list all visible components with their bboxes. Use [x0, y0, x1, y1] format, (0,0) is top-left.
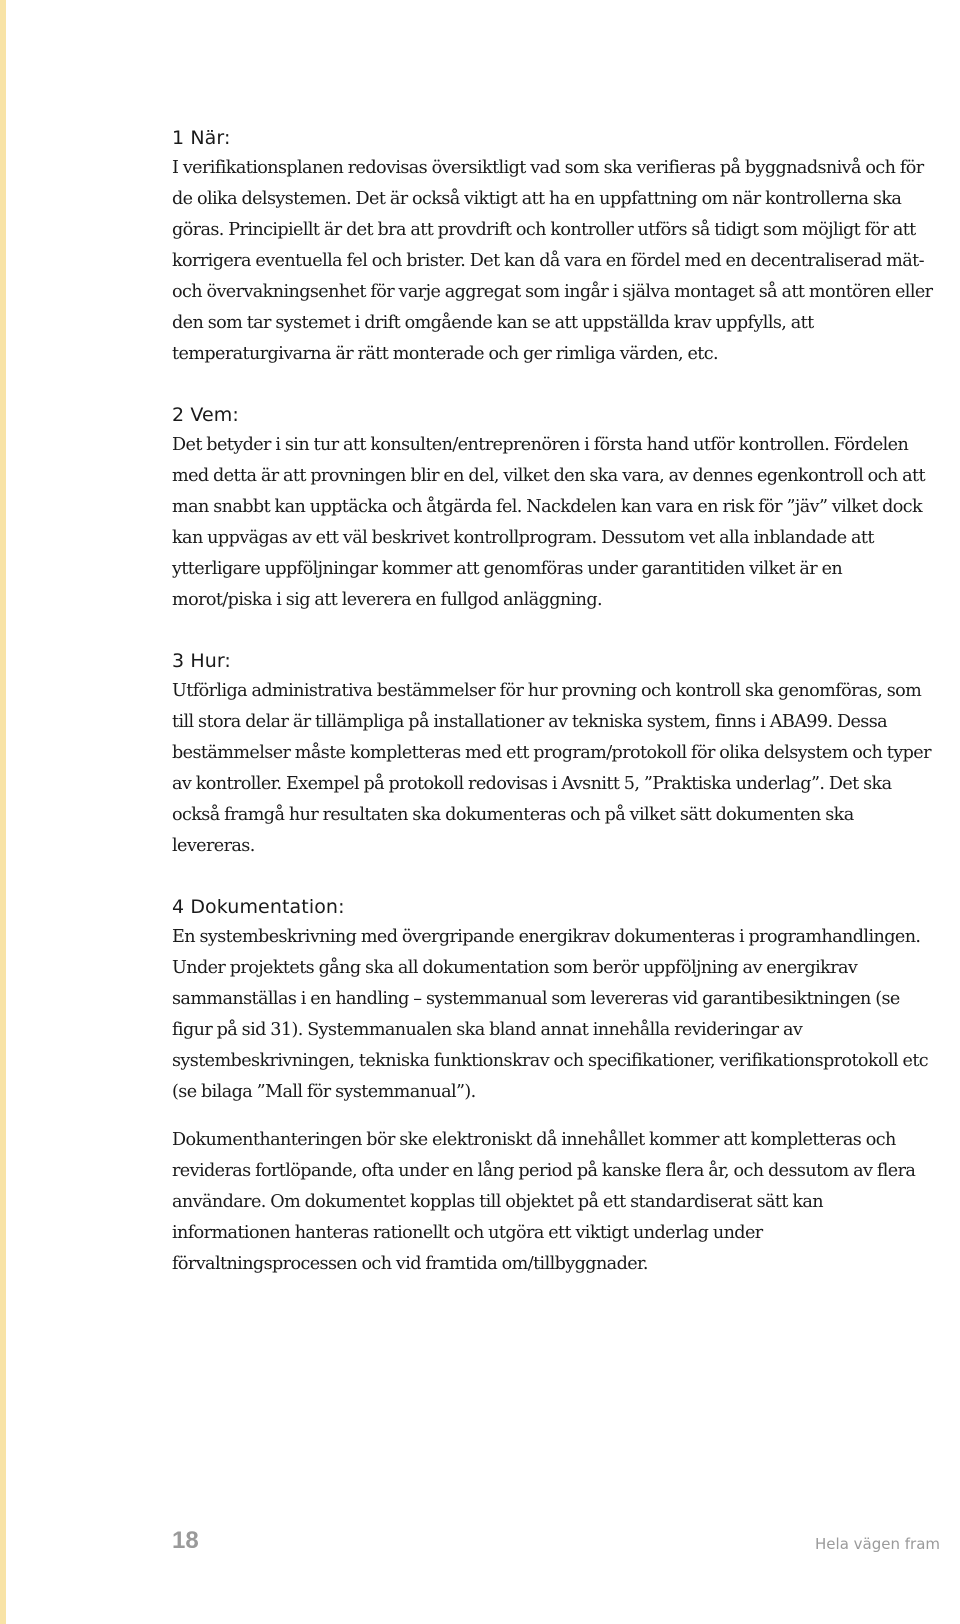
section-heading: 4 Dokumentation: [172, 896, 345, 918]
section-paragraph: I verifikationsplanen redovisas översiktligt vad som ska verifieras på byggnadsnivå och för de olika delsystemen. Det är också viktigt att ha en uppfattning om när kontrollerna ska göras. Principiellt är det bra att provdrift och kontroller utförs så tidigt som möjligt för att korrigera eventuella fel och brister. Det kan då vara en fördel med en decentraliserad mät- och övervakningsenhet för varje aggregat som ingår i själva montaget så att montören eller den som tar systemet i drift omgående kan se att uppställda krav uppfylls, att temperaturgivarna är rätt monterade och ger rimliga värden, etc. [172, 158, 933, 364]
section-nar [172, 123, 940, 370]
section-paragraph: Utförliga administrativa bestämmelser för hur provning och kontroll ska genomföras, som till stora delar är tillämpliga på installationer av tekniska system, finns i ABA99. Dessa bestämmelser måste kompletteras med ett program/protokoll för olika delsystem och typer av kontroller. Exempel på protokoll redovisas i Avsnitt 5, ”Praktiska underlag”. Det ska också framgå hur resultaten ska dokumenteras och på vilket sätt dokumenten ska levereras. [172, 681, 931, 856]
page-content [172, 123, 940, 1280]
section-paragraph: Det betyder i sin tur att konsulten/entreprenören i första hand utför kontrollen. Fördelen med detta är att provningen blir en del, vilket den ska vara, av dennes egenkontroll och att man snabbt kan upptäcka och åtgärda fel. Nackdelen kan vara en risk för ”jäv” vilket dock kan uppvägas av ett väl beskrivet kontrollprogram. Dessutom vet alla inblandade att ytterligare uppföljningar kommer att genomföras under garantitiden vilket är en morot/piska i sig att leverera en fullgod anläggning. [172, 435, 925, 610]
section-dokumentation [172, 892, 940, 1280]
section-heading: 1 När: [172, 127, 231, 149]
section-paragraph: En systembeskrivning med övergripande energikrav dokumenteras i programhandlingen. Under projektets gång ska all dokumentation som berör uppföljning av energikrav sammanställas i en handling – systemmanual som levereras vid garantibesiktningen (se figur på sid 31). Systemmanualen ska bland annat innehålla revideringar av systembeskrivningen, tekniska funktionskrav och specifikationer, verifikationsprotokoll etc (se bilaga ”Mall för systemmanual”). [172, 927, 929, 1102]
section-hur [172, 646, 940, 862]
page-number: 18 [172, 1527, 199, 1554]
left-accent-bar [0, 0, 6, 1624]
section-vem [172, 400, 940, 616]
section-paragraph: Dokumenthanteringen bör ske elektroniskt då innehållet kommer att kompletteras och revideras fortlöpande, ofta under en lång period på kanske flera år, och dessutom av flera användare. Om dokumentet kopplas till objektet på ett standardiserat sätt kan informationen hanteras rationellt och utgöra ett viktigt underlag under förvaltningsprocessen och vid framtida om/tillbyggnader. [172, 1130, 916, 1274]
section-heading: 3 Hur: [172, 650, 231, 672]
section-heading: 2 Vem: [172, 404, 239, 426]
page-footer [172, 1526, 940, 1566]
running-title: Hela vägen fram [815, 1535, 940, 1553]
